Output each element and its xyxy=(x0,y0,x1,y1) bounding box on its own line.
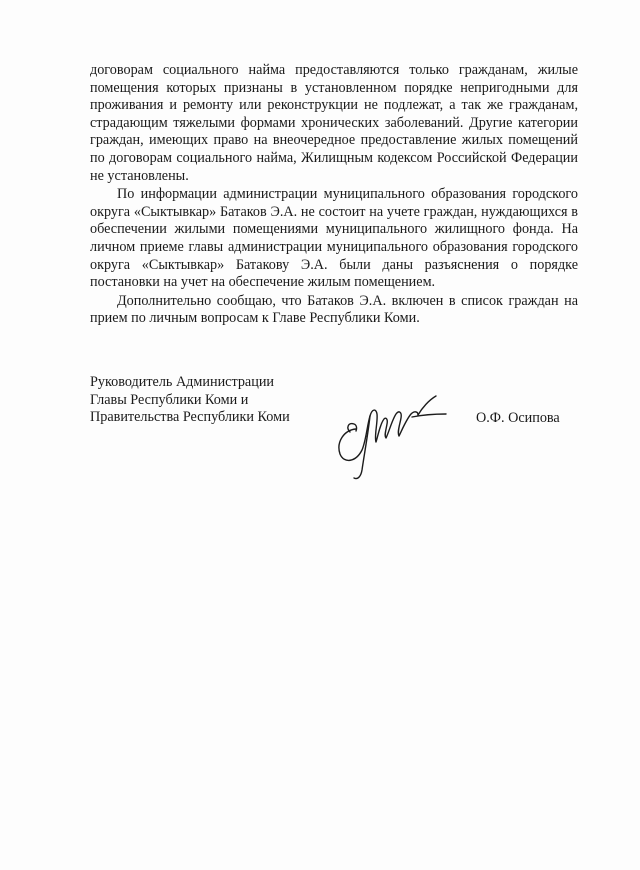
letter-body xyxy=(90,62,578,328)
signatory-name: О.Ф. Осипова xyxy=(476,410,560,426)
paragraph-additional-info: Дополнительно сообщаю, что Батаков Э.А. включен в список граждан на прием по личным вопросам к Главе Республики Коми. xyxy=(90,292,578,327)
paragraph-registration-info: По информации администрации муниципального образования городского округа «Сыктывкар» Батаков Э.А. не состоит на учете граждан, нуждающихся в обеспечении жилыми помещениями муниципального жилищного фонда. На личном приеме главы администрации муниципального образования городского округа «Сыктывкар» Батакову Э.А. были даны разъяснения о порядке постановки на учет на обеспечение жилым помещением. xyxy=(90,186,578,291)
signatory-title-line: Главы Республики Коми и xyxy=(90,391,249,408)
paragraph-continuation: договорам социального найма предоставляются только гражданам, жилые помещения которых признаны в установленном порядке непригодными для проживания и ремонту или реконструкции не подлежат, а так же гражданам, страдающим тяжелыми формами хронических заболеваний. Другие категории граждан, имеющих право на внеочередное предоставление жилых помещений по договорам социального найма, Жилищным кодексом Российской Федерации не установлены. xyxy=(90,62,578,184)
signatory-title xyxy=(90,374,350,427)
handwritten-signature xyxy=(326,384,456,484)
signatory-title-line: Правительства Республики Коми xyxy=(90,409,290,426)
signatory-title-line: Руководитель Администрации xyxy=(90,374,275,390)
